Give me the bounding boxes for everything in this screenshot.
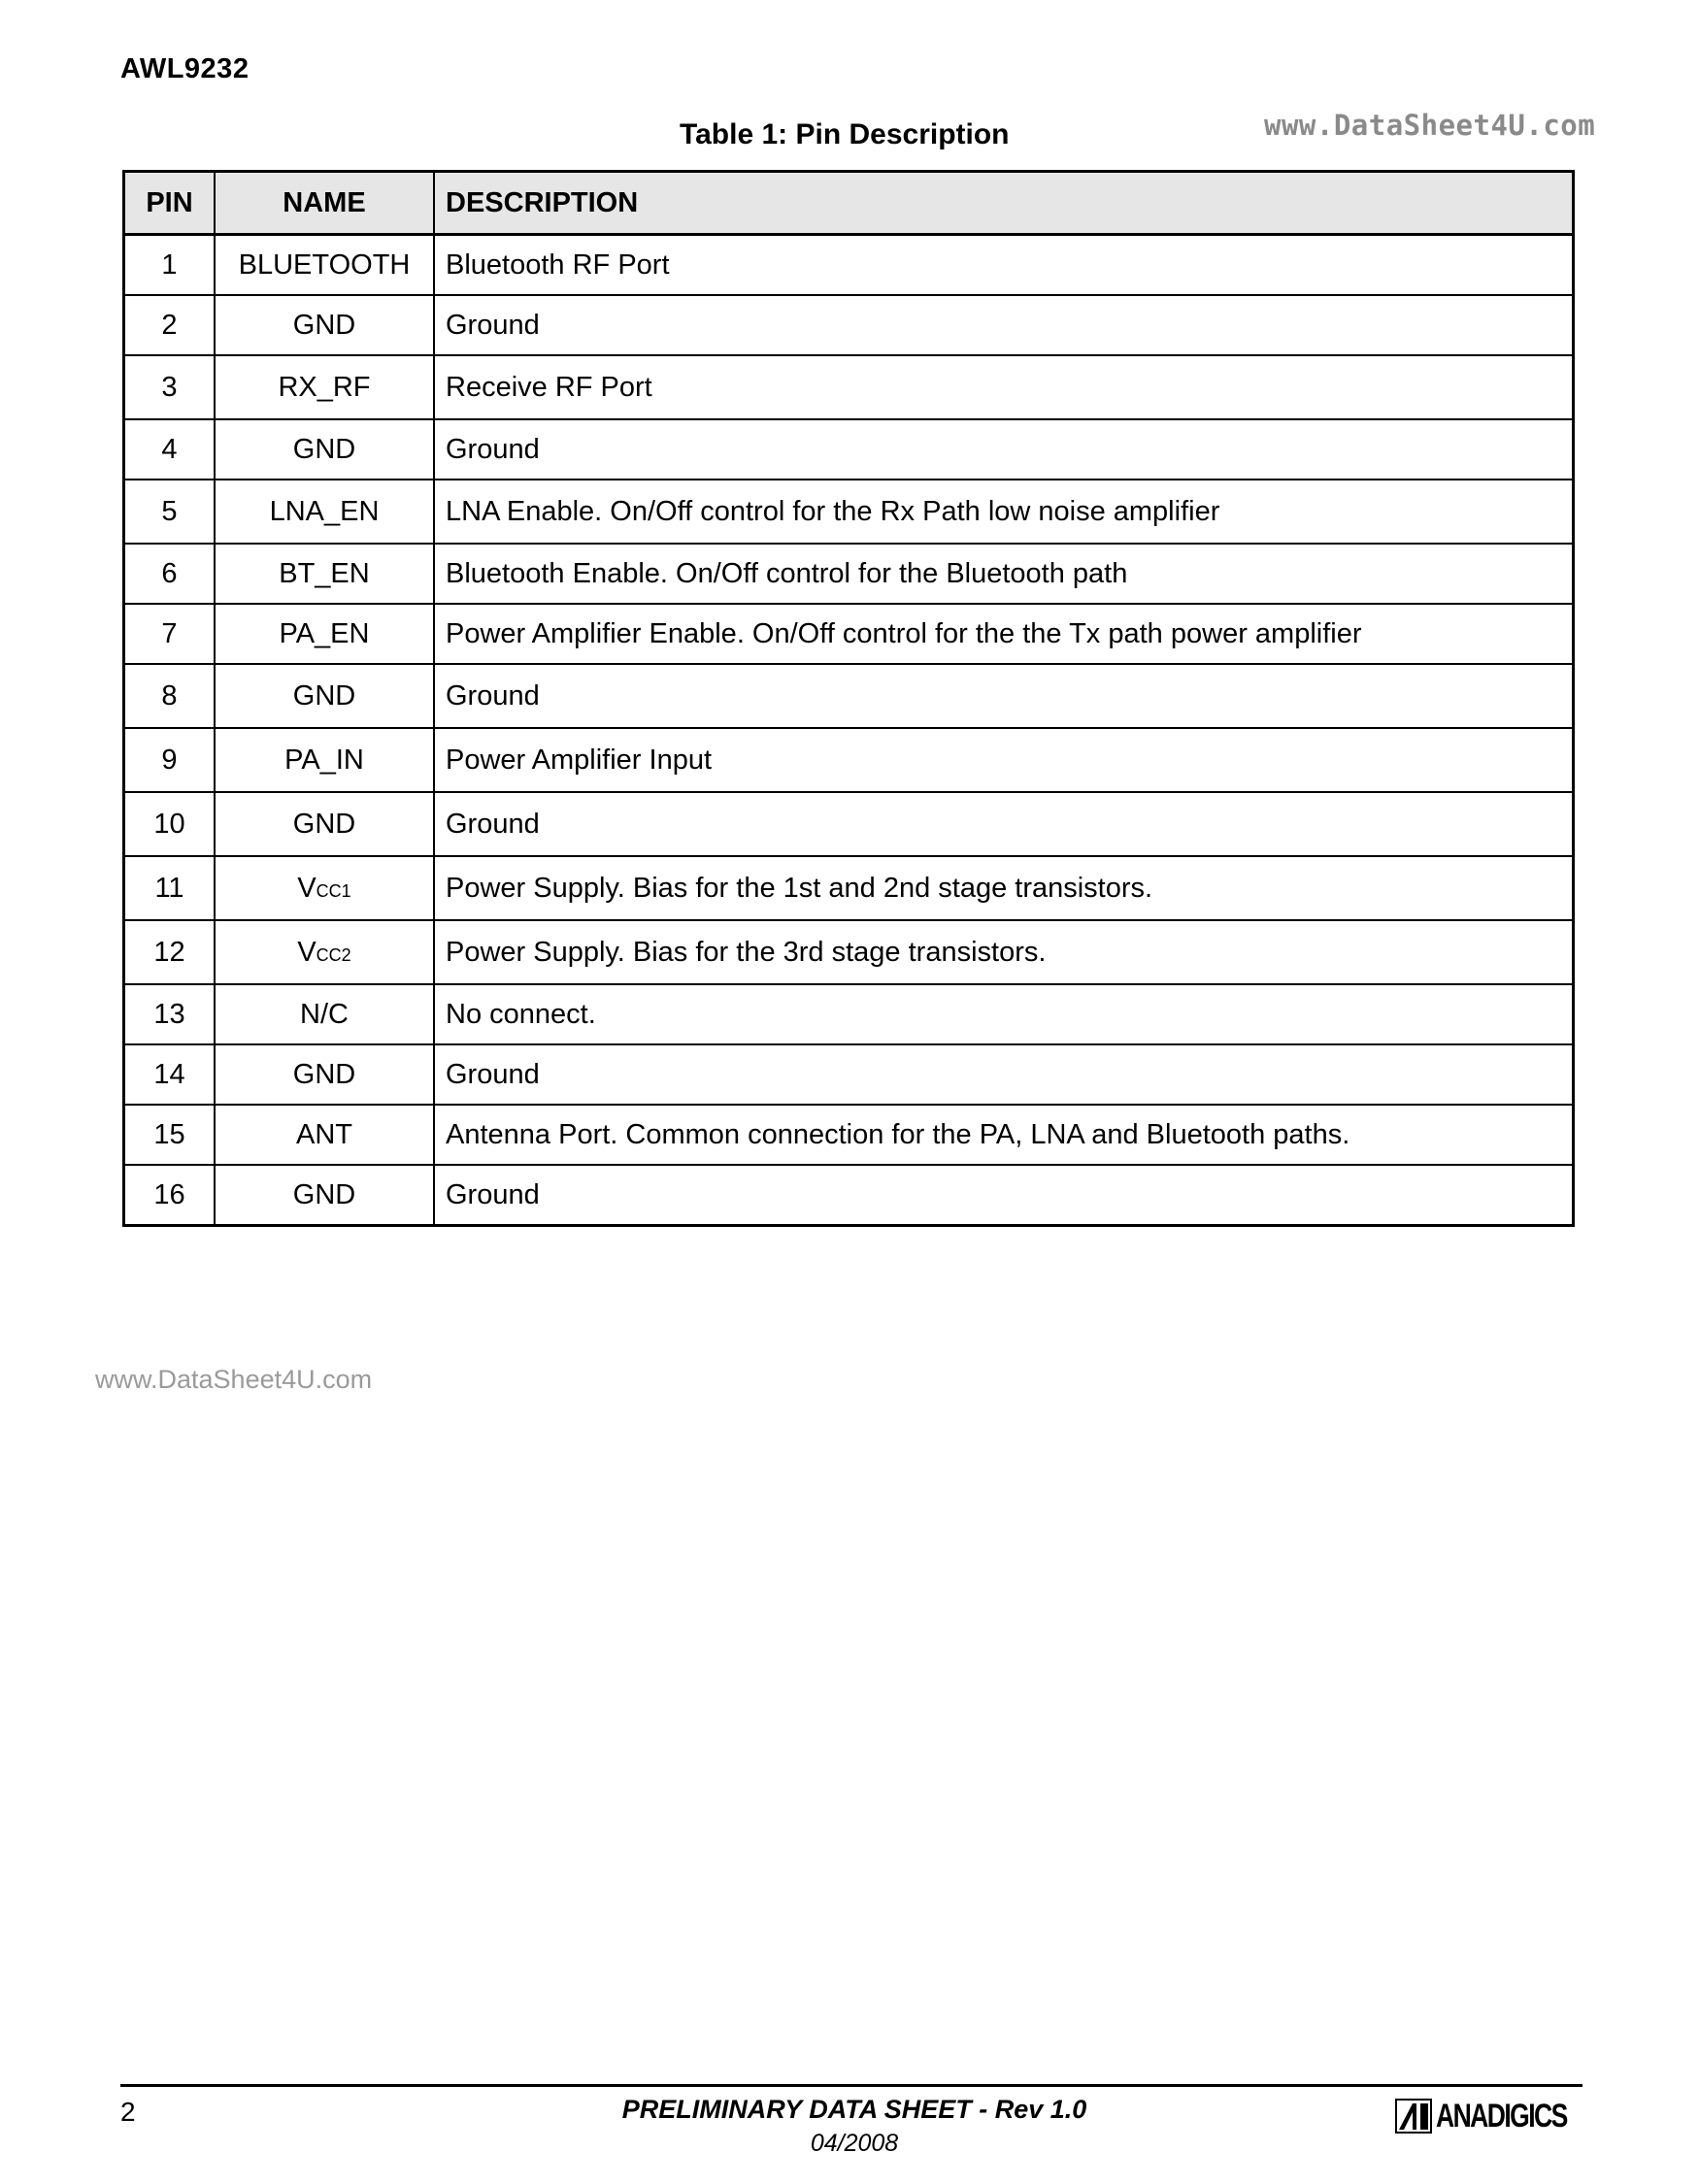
table-row <box>124 920 1574 984</box>
anadigics-logo-icon <box>1395 2099 1432 2134</box>
pin-cell: 9 <box>124 728 216 792</box>
watermark-middle: www.DataSheet4U.com <box>95 1365 373 1394</box>
pin-cell: 13 <box>124 984 216 1044</box>
name-main: V <box>297 936 316 968</box>
pin-cell: 3 <box>124 355 216 419</box>
description-cell: Bluetooth Enable. On/Off control for the Bluetooth path <box>434 544 1574 604</box>
column-header-description: DESCRIPTION <box>434 172 1574 235</box>
table-row <box>124 728 1574 792</box>
name-cell: BLUETOOTH <box>215 235 434 296</box>
table-row <box>124 544 1574 604</box>
pin-cell: 5 <box>124 480 216 544</box>
description-cell: No connect. <box>434 984 1574 1044</box>
description-cell: Ground <box>434 792 1574 856</box>
footer-rule <box>120 2084 1582 2087</box>
description-cell: Bluetooth RF Port <box>434 235 1574 296</box>
name-cell: GND <box>215 664 434 728</box>
table-row <box>124 792 1574 856</box>
pin-cell: 8 <box>124 664 216 728</box>
description-cell: Ground <box>434 1044 1574 1105</box>
watermark-top: www.DataSheet4U.com <box>1264 109 1596 142</box>
description-cell: Ground <box>434 419 1574 480</box>
description-cell: Receive RF Port <box>434 355 1574 419</box>
name-cell: N/C <box>215 984 434 1044</box>
name-cell: ANT <box>215 1105 434 1165</box>
name-cell: RX_RF <box>215 355 434 419</box>
description-cell: LNA Enable. On/Off control for the Rx Path low noise amplifier <box>434 480 1574 544</box>
part-number: AWL9232 <box>120 53 250 84</box>
description-cell: Power Supply. Bias for the 1st and 2nd stage transistors. <box>434 856 1574 920</box>
table-row <box>124 984 1574 1044</box>
table-row <box>124 235 1574 296</box>
description-cell: Ground <box>434 1165 1574 1226</box>
pin-cell: 11 <box>124 856 216 920</box>
table-row <box>124 480 1574 544</box>
name-main: V <box>297 872 316 904</box>
table-header-row <box>124 172 1574 235</box>
pin-cell: 16 <box>124 1165 216 1226</box>
table-row <box>124 295 1574 355</box>
name-subscript: CC2 <box>316 944 351 965</box>
name-cell: LNA_EN <box>215 480 434 544</box>
name-cell: BT_EN <box>215 544 434 604</box>
name-cell: GND <box>215 419 434 480</box>
name-cell: GND <box>215 1044 434 1105</box>
pin-cell: 12 <box>124 920 216 984</box>
name-cell: GND <box>215 1165 434 1226</box>
pin-cell: 2 <box>124 295 216 355</box>
table-row <box>124 604 1574 664</box>
pin-cell: 14 <box>124 1044 216 1105</box>
column-header-name: NAME <box>215 172 434 235</box>
table-row <box>124 856 1574 920</box>
name-subscript: CC1 <box>316 880 351 901</box>
table-row <box>124 1105 1574 1165</box>
pin-cell: 6 <box>124 544 216 604</box>
company-logo <box>1395 2097 1604 2135</box>
description-cell: Ground <box>434 295 1574 355</box>
footer-doc-title: PRELIMINARY DATA SHEET - Rev 1.0 <box>621 2095 1087 2124</box>
pin-description-table <box>122 170 1575 1227</box>
table-row <box>124 1044 1574 1105</box>
pin-cell: 1 <box>124 235 216 296</box>
name-cell: GND <box>215 295 434 355</box>
name-cell <box>215 856 434 920</box>
pin-cell: 4 <box>124 419 216 480</box>
pin-cell: 10 <box>124 792 216 856</box>
table-row <box>124 1165 1574 1226</box>
column-header-pin: PIN <box>124 172 216 235</box>
name-cell: PA_EN <box>215 604 434 664</box>
name-cell: PA_IN <box>215 728 434 792</box>
name-cell <box>215 920 434 984</box>
table-title: Table 1: Pin Description <box>680 118 1010 150</box>
footer-date: 04/2008 <box>810 2130 899 2157</box>
name-cell: GND <box>215 792 434 856</box>
table-row <box>124 419 1574 480</box>
table-row <box>124 664 1574 728</box>
description-cell: Power Amplifier Input <box>434 728 1574 792</box>
page-number: 2 <box>120 2097 136 2127</box>
pin-cell: 7 <box>124 604 216 664</box>
description-cell: Antenna Port. Common connection for the PA, LNA and Bluetooth paths. <box>434 1105 1574 1165</box>
logo-wordmark: ANADIGICS <box>1436 2097 1567 2134</box>
description-cell: Power Supply. Bias for the 3rd stage transistors. <box>434 920 1574 984</box>
description-cell: Power Amplifier Enable. On/Off control for the the Tx path power amplifier <box>434 604 1574 664</box>
table-row <box>124 355 1574 419</box>
description-cell: Ground <box>434 664 1574 728</box>
pin-cell: 15 <box>124 1105 216 1165</box>
